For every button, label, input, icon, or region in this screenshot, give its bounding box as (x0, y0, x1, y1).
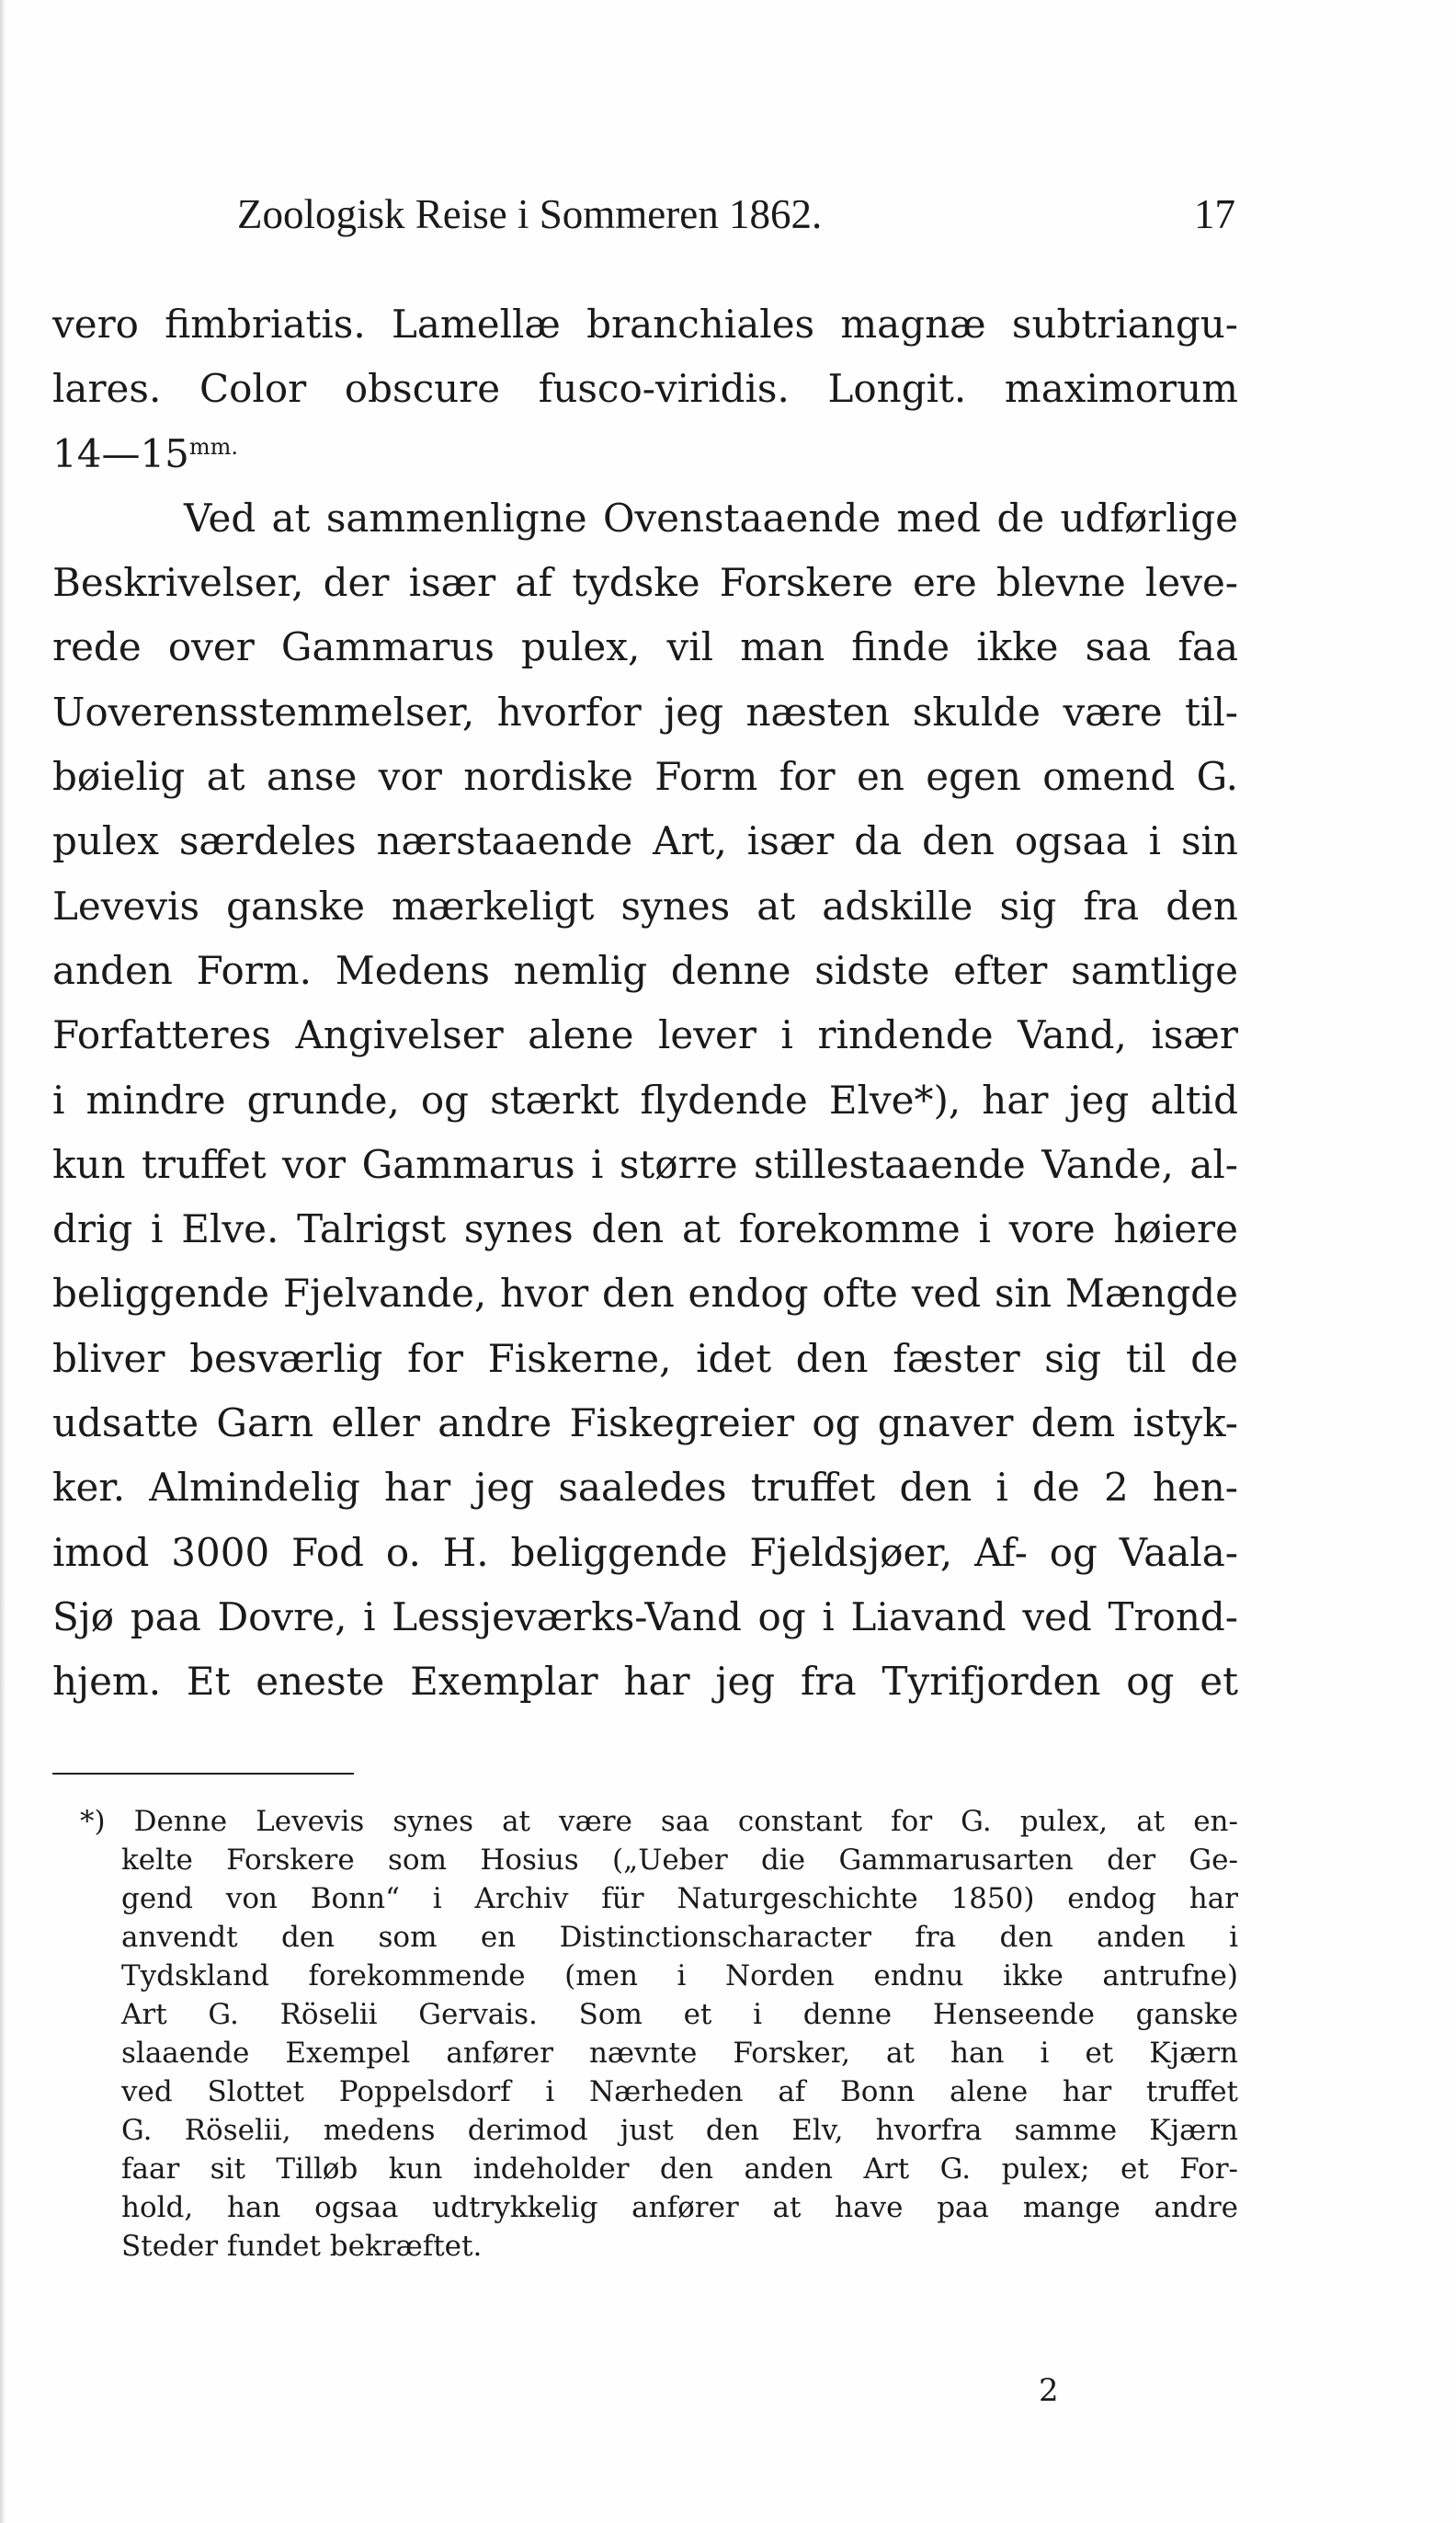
main-text (52, 292, 1238, 1715)
running-title: Zoologisk Reise i Sommeren 1862. (237, 191, 823, 237)
page-number: 17 (1194, 191, 1235, 237)
paragraph-first-line: Ved at sammenligne Ovenstaaende med de udførlige (184, 495, 1238, 541)
footnote-line: *) Denne Levevis synes at være saa constant for G. pulex, at en- (80, 1805, 1238, 1838)
page-edge-shadow (0, 0, 6, 2523)
text-line: udsatte Garn eller andre Fiskegreier og gnaver dem istyk- (52, 1400, 1238, 1446)
footnote-line: anvendt den som en Distinctionscharacter fra den anden i (121, 1921, 1238, 1954)
footnote-line: Steder fundet bekræftet. (121, 2230, 483, 2263)
footnote-line: Art G. Röselii Gervais. Som et i denne Henseende ganske (121, 1998, 1238, 2031)
text-line: lares. Color obscure fusco-viridis. Longit. maximorum (52, 366, 1238, 412)
unit-superscript: mm. (188, 433, 239, 460)
text-line: hjem. Et eneste Exemplar har jeg fra Tyrifjorden og et (52, 1659, 1238, 1705)
text-line: imod 3000 Fod o. H. beliggende Fjeldsjøer, Af- og Vaala- (52, 1529, 1238, 1575)
text-line: Beskrivelser, der især af tydske Forskere ere blevne leve- (52, 560, 1238, 606)
text-line: Levevis ganske mærkeligt synes at adskille sig fra den (52, 883, 1238, 929)
footnote-line: G. Röselii, medens derimod just den Elv, hvorfra samme Kjærn (121, 2114, 1238, 2147)
text-line: drig i Elve. Talrigst synes den at forekomme i vore høiere (52, 1206, 1238, 1252)
text-line: anden Form. Medens nemlig denne sidste efter samtlige (52, 947, 1238, 993)
footnote-line: faar sit Tilløb kun indeholder den anden Art G. pulex; et For- (121, 2152, 1238, 2186)
text-line: Sjø paa Dovre, i Lessjeværks-Vand og i Liavand ved Trond- (52, 1593, 1238, 1639)
text-line: Uoverensstemmelser, hvorfor jeg næsten skulde være til- (52, 689, 1238, 735)
measurement-value: 14—15 (52, 430, 189, 476)
footnote-line: kelte Forskere som Hosius („Ueber die Gammarusarten der Ge- (121, 1844, 1238, 1877)
running-header (237, 187, 1235, 242)
text-line (52, 422, 1238, 486)
footnote-line: gend von Bonn“ i Archiv für Naturgeschichte 1850) endog har (121, 1882, 1238, 1915)
footnote-divider (52, 1773, 354, 1775)
footnote-line: slaaende Exempel anfører nævnte Forsker, at han i et Kjærn (121, 2037, 1238, 2070)
text-line: vero fimbriatis. Lamellæ branchiales magnæ subtriangu- (52, 302, 1238, 347)
text-line: pulex særdeles nærstaaende Art, især da den ogsaa i sin (52, 818, 1238, 864)
footnote-line: hold, han ogsaa udtrykkelig anfører at have paa mange andre (121, 2191, 1238, 2224)
signature-mark: 2 (1039, 2372, 1059, 2409)
text-line: Forfatteres Angivelser alene lever i rindende Vand, især (52, 1012, 1238, 1058)
text-line: bøielig at anse vor nordiske Form for en egen omend G. (52, 754, 1238, 800)
footnote-line: Tydskland forekommende (men i Norden endnu ikke antrufne) (121, 1959, 1238, 1992)
text-line: bliver besværlig for Fiskerne, idet den fæster sig til de (52, 1335, 1238, 1381)
text-line: ker. Almindelig har jeg saaledes truffet den i de 2 hen- (52, 1465, 1238, 1511)
text-line: beliggende Fjelvande, hvor den endog ofte ved sin Mængde (52, 1271, 1238, 1317)
footnote (52, 1802, 1238, 2266)
text-line: i mindre grunde, og stærkt flydende Elve*), har jeg altid (52, 1077, 1238, 1123)
footnote-line: ved Slottet Poppelsdorf i Nærheden af Bonn alene har truffet (121, 2075, 1238, 2108)
text-line: rede over Gammarus pulex, vil man finde ikke saa faa (52, 624, 1238, 670)
text-line: kun truffet vor Gammarus i større stillestaaende Vande, al- (52, 1141, 1238, 1187)
